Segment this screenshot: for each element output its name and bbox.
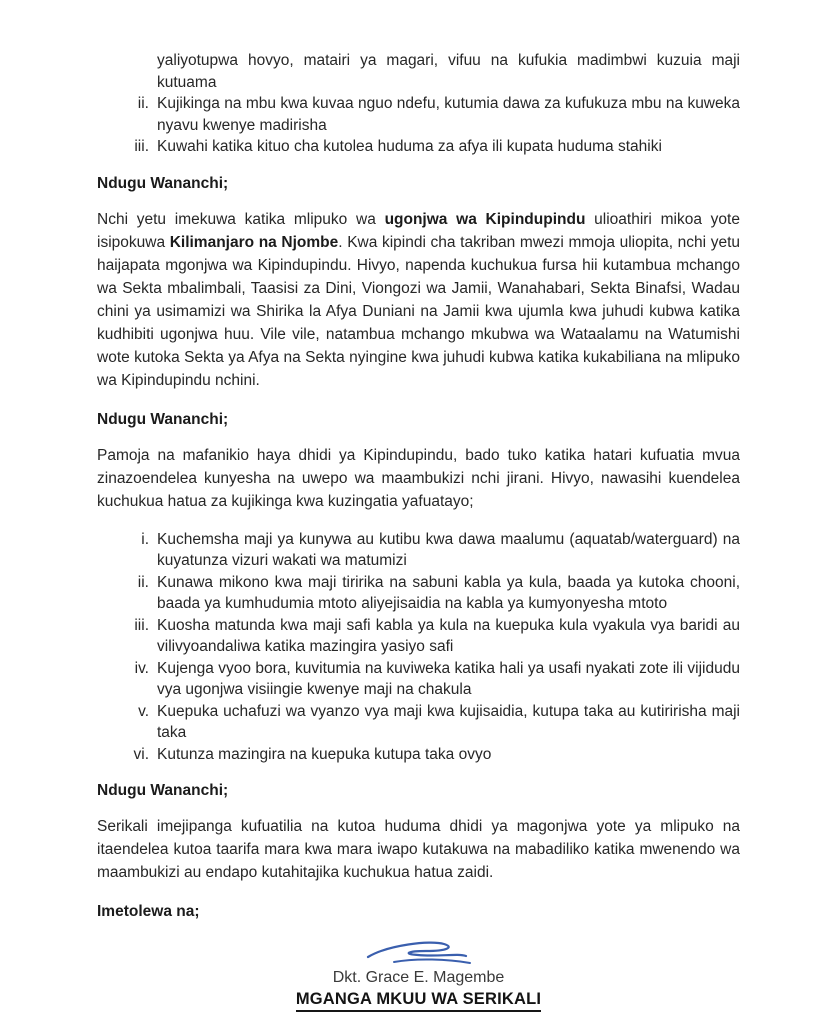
list-item-text: Kunawa mikono kwa maji tiririka na sabuni kabla ya kula, baada ya kutoka chooni, baada ya kumhudumia mtoto aliyejisaidia na kabla ya kumyonyesha mtoto [157, 573, 740, 612]
list-item [97, 701, 740, 744]
paragraph-continued-risk: Pamoja na mafanikio haya dhidi ya Kipindupindu, bado tuko katika hatari kufuatia mvua zinazoendelea kunyesha na uwepo wa maambukizi nchi jirani. Hivyo, nawasihi kuendelea kuchukua hatua za kujikinga kwa kuzingatia yafuatayo; [97, 446, 740, 510]
paragraph-government-commitment: Serikali imejipanga kufuatilia na kutoa huduma dhidi ya magonjwa yote ya mlipuko na itaendelea kutoa taarifa mara kwa mara iwapo kutakuwa na mabadiliko katika mwenendo wa maambukizi au endapo kutahitajika kuchukua hatua zaidi. [97, 818, 740, 881]
list-item [97, 572, 740, 615]
list-item-text: Kujikinga na mbu kwa kuvaa nguo ndefu, kutumia dawa za kufukuza mbu na kuweka nyavu kwenye madirisha [157, 95, 740, 134]
text-segment-bold: ugonjwa wa Kipindupindu [384, 210, 586, 228]
salutation-heading: Ndugu Wananchi; [97, 782, 229, 799]
text-segment: . Kwa kipindi cha takriban mwezi mmoja uliopita, nchi yetu haijapata mgonjwa wa Kipindupindu. Hivyo, napenda kuchukua fursa hii kutambua mchango wa Sekta mbalimbali, Taasisi za Dini, Viongozi wa Jamii, Wanahabari, Sekta Binafsi, Wadau chini ya usimamizi wa Shirika la Afya Duniani na Jamii kwa ujumla kwa juhudi kubwa katika kudhibiti ugonjwa huu. Vile vile, natambua mchango mkubwa wa Wataalamu na Watumishi wote kutoka Sekta ya Afya na Sekta nyingine kwa juhudi kubwa katika kukabiliana na mlipuko wa Kipindupindu nchini. [97, 233, 740, 389]
list-item [97, 658, 740, 701]
list-item [97, 136, 740, 158]
list-marker: iii. [134, 138, 149, 155]
list-marker: iii. [134, 616, 149, 634]
list-item-text: Kutunza mazingira na kuepuka kutupa taka ovyo [157, 745, 492, 763]
list-item [97, 615, 740, 658]
list-item [97, 744, 740, 766]
list-marker: i. [141, 530, 149, 548]
signer-name: Dkt. Grace E. Magembe [332, 969, 505, 986]
list-item-text: Kuchemsha maji ya kunywa au kutibu kwa dawa maalumu (aquatab/waterguard) na kuyatunza vizuri wakati wa matumizi [157, 530, 740, 569]
list-item [97, 93, 740, 136]
list-marker: iv. [134, 659, 149, 677]
signature-block [97, 936, 740, 1012]
list-marker: v. [138, 702, 149, 720]
salutation-heading: Ndugu Wananchi; [97, 174, 229, 192]
list-item-text: Kuosha matunda kwa maji safi kabla ya kula na kuepuka kula vyakula vya baridi au vilivyoandaliwa katika mazingira yasiyo safi [157, 616, 740, 655]
list-item-text: yaliyotupwa hovyo, matairi ya magari, vifuu na kufukia madimbwi kuzuia maji kutuama [157, 52, 740, 91]
list-marker [97, 50, 157, 93]
issued-by-heading: Imetolewa na; [97, 903, 200, 920]
list-item-text: Kuepuka uchafuzi wa vyanzo vya maji kwa kujisaidia, kutupa taka au kutiririsha maji taka [157, 702, 740, 741]
list-marker: ii. [137, 573, 149, 591]
signature-scribble-icon [360, 936, 478, 970]
text-segment: ulioathiri mikoa yote isipokuwa [97, 210, 740, 251]
prevention-list-main [97, 529, 740, 766]
salutation-heading: Ndugu Wananchi; [97, 410, 229, 428]
paragraph-outbreak-status [97, 208, 740, 392]
prevention-list-top [97, 50, 740, 158]
signer-title: MGANGA MKUU WA SERIKALI [296, 990, 541, 1012]
list-item-text: Kuwahi katika kituo cha kutolea huduma za afya ili kupata huduma stahiki [157, 138, 662, 155]
list-item-text: Kujenga vyoo bora, kuvitumia na kuviweka katika hali ya usafi nyakati zote ili vijidudu vya ugonjwa visiingie kwenye maji na chakula [157, 659, 740, 698]
list-marker: vi. [133, 745, 149, 763]
list-item [97, 529, 740, 572]
list-item [97, 50, 740, 93]
text-segment-bold: Kilimanjaro na Njombe [169, 233, 339, 251]
text-segment: Nchi yetu imekuwa katika mlipuko wa [97, 210, 385, 228]
list-marker: ii. [137, 95, 149, 112]
